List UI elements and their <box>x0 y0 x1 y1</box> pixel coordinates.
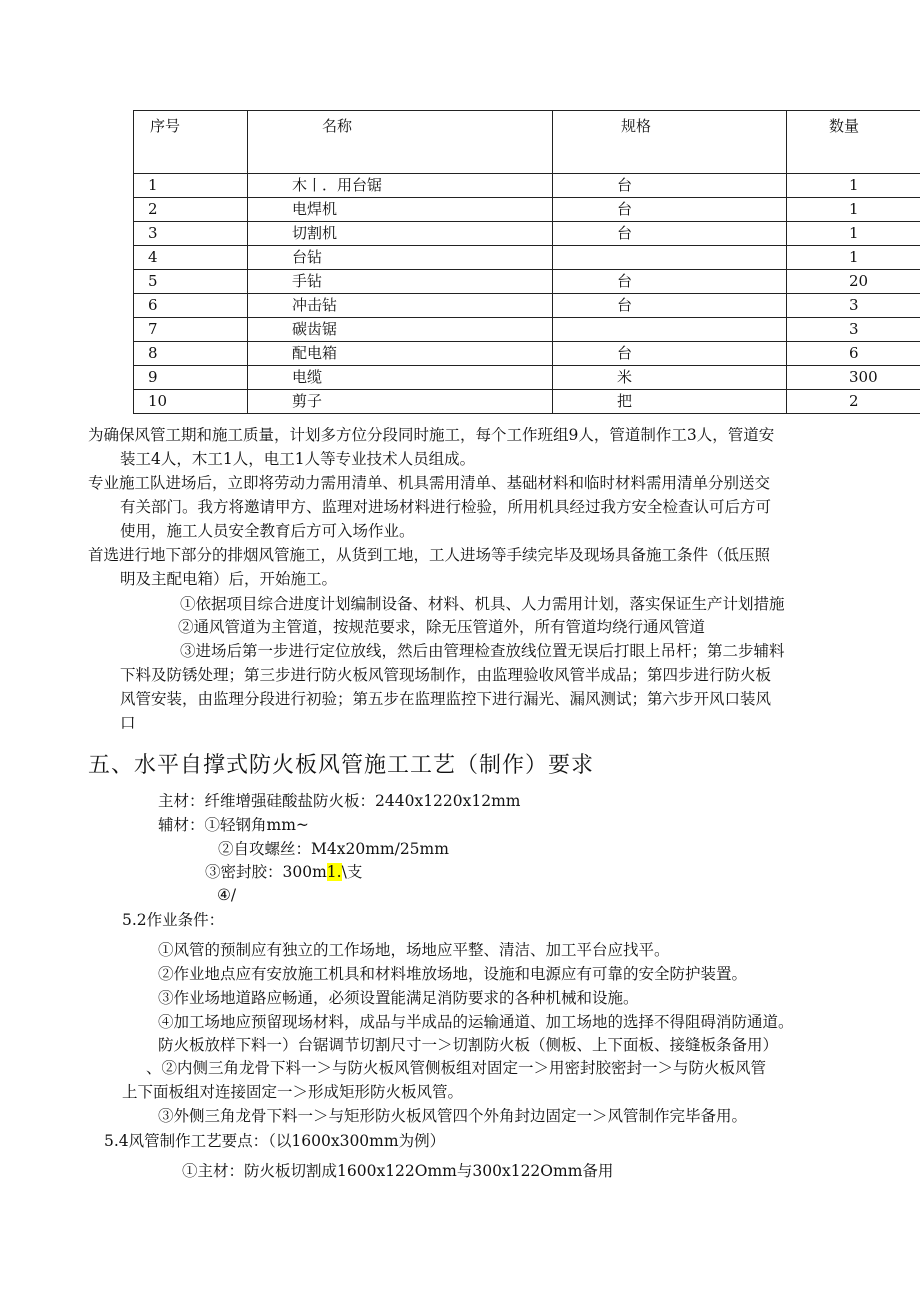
paragraph-line: 专业施工队进场后，立即将劳动力需用清单、机具需用清单、基础材料和临时材料需用清单分别送交 <box>88 474 771 492</box>
table-row <box>134 294 920 318</box>
cell-spec: 台 <box>553 174 787 198</box>
cell-index: 10 <box>134 390 248 414</box>
aux-material-2: ②自攻螺丝：M4x20mm/25mm <box>218 840 449 858</box>
table-row <box>134 174 920 198</box>
table-row <box>134 342 920 366</box>
cell-spec: 米 <box>553 366 787 390</box>
table-row <box>134 270 920 294</box>
paragraph-line: 有关部门。我方将邀请甲方、监理对进场材料进行检验，所用机具经过我方安全检查认可后方可 <box>120 498 772 516</box>
process-line: ③外侧三角龙骨下料一＞与矩形防火板风管四个外角封边固定一＞风管制作完毕备用。 <box>158 1107 748 1125</box>
cell-spec: 台 <box>553 270 787 294</box>
cell-name: 台钻 <box>248 246 553 270</box>
paragraph-line: 明及主配电箱）后，开始施工。 <box>120 570 338 588</box>
cell-spec <box>553 246 787 270</box>
cell-index: 1 <box>134 174 248 198</box>
table-row <box>134 366 920 390</box>
cell-spec: 台 <box>553 342 787 366</box>
list-item-continuation: 下料及防锈处理；第三步进行防火板风管现场制作，由监理验收风管半成品；第四步进行防火板 <box>120 666 772 684</box>
process-line: 防火板放样下料一）台锯调节切割尺寸一＞切割防火板（侧板、上下面板、接缝板条备用） <box>158 1036 779 1054</box>
list-item: ④加工场地应预留现场材料，成品与半成品的运输通道、加工场地的选择不得阻碍消防通道。 <box>158 1013 794 1031</box>
cell-quantity: 300 <box>787 366 920 390</box>
list-item: ③进场后第一步进行定位放线，然后由管理检查放线位置无误后打眼上吊杆；第二步辅料 <box>180 642 785 660</box>
cell-spec <box>553 318 787 342</box>
list-item: ①依据项目综合进度计划编制设备、材料、机具、人力需用计划，落实保证生产计划措施 <box>180 595 785 613</box>
cell-index: 4 <box>134 246 248 270</box>
aux-material-4: ④/ <box>217 886 237 904</box>
cell-spec: 台 <box>553 198 787 222</box>
cell-name: 冲击钻 <box>248 294 553 318</box>
cell-quantity: 3 <box>787 294 920 318</box>
paragraph-line: 为确保风管工期和施工质量，计划多方位分段同时施工，每个工作班组9人，管道制作工3人，管道安 <box>88 426 775 444</box>
cell-index: 5 <box>134 270 248 294</box>
cell-spec: 台 <box>553 294 787 318</box>
aux-material-3-suffix: \支 <box>341 863 363 881</box>
table-row <box>134 198 920 222</box>
cell-index: 8 <box>134 342 248 366</box>
process-line: 、②内侧三角龙骨下料一＞与防火板风管侧板组对固定一＞用密封胶密封一＞与防火板风管 <box>146 1059 767 1077</box>
equipment-table <box>133 110 920 414</box>
main-material: 主材：纤维增强硅酸盐防火板：2440x1220x12mm <box>158 792 521 810</box>
cell-name: 配电箱 <box>248 342 553 366</box>
cell-quantity: 20 <box>787 270 920 294</box>
process-line: 上下面板组对连接固定一＞形成矩形防火板风管。 <box>122 1083 464 1101</box>
list-item-continuation: 口 <box>120 714 136 732</box>
subsection-title: 5.2作业条件： <box>122 911 225 929</box>
list-item: ①风管的预制应有独立的工作场地，场地应平整、清洁、加工平台应找平。 <box>158 941 670 959</box>
list-item: ③作业场地道路应畅通，必须设置能满足消防要求的各种机械和设施。 <box>158 989 639 1007</box>
cell-quantity: 2 <box>787 390 920 414</box>
header-spec: 规格 <box>553 111 787 174</box>
cell-quantity: 1 <box>787 174 920 198</box>
cell-name: 电焊机 <box>248 198 553 222</box>
cell-name: 碳齿锯 <box>248 318 553 342</box>
table-row <box>134 246 920 270</box>
aux-material-1: 辅材：①轻钢角mm~ <box>158 816 309 834</box>
aux-material-3 <box>205 861 362 883</box>
paragraph-line: 装工4人，木工1人，电工1人等专业技术人员组成。 <box>120 450 476 468</box>
list-item: ②通风管道为主管道，按规范要求，除无压管道外，所有管道均绕行通风管道 <box>178 618 706 636</box>
paragraph-line: 使用，施工人员安全教育后方可入场作业。 <box>120 522 415 540</box>
cell-index: 7 <box>134 318 248 342</box>
cell-index: 2 <box>134 198 248 222</box>
aux-material-3-text: ③密封胶：300m <box>205 863 327 881</box>
header-quantity: 数量 <box>787 111 920 174</box>
cell-name: 剪子 <box>248 390 553 414</box>
cell-spec: 把 <box>553 390 787 414</box>
header-index: 序号 <box>134 111 248 174</box>
cell-spec: 台 <box>553 222 787 246</box>
cell-index: 3 <box>134 222 248 246</box>
table-header-row <box>134 111 920 174</box>
list-item-continuation: 风管安装，由监理分段进行初验；第五步在监理监控下进行漏光、漏风测试；第六步开风口装风 <box>120 690 772 708</box>
cell-quantity: 6 <box>787 342 920 366</box>
table-row <box>134 222 920 246</box>
highlighted-text: 1. <box>326 863 342 881</box>
cell-quantity: 1 <box>787 246 920 270</box>
section-heading: 五、水平自撑式防火板风管施工工艺（制作）要求 <box>88 753 595 778</box>
header-name: 名称 <box>248 111 553 174</box>
cell-name: 木丨．用台锯 <box>248 174 553 198</box>
cell-quantity: 1 <box>787 222 920 246</box>
cell-quantity: 1 <box>787 198 920 222</box>
list-item: ②作业地点应有安放施工机具和材料堆放场地，设施和电源应有可靠的安全防护装置。 <box>158 965 748 983</box>
list-item: ①主材：防火板切割成1600x122Omm与300x122Omm备用 <box>182 1162 614 1180</box>
table-row <box>134 390 920 414</box>
cell-name: 手钻 <box>248 270 553 294</box>
cell-index: 9 <box>134 366 248 390</box>
cell-name: 切割机 <box>248 222 553 246</box>
cell-index: 6 <box>134 294 248 318</box>
cell-quantity: 3 <box>787 318 920 342</box>
subsection-title: 5.4风管制作工艺要点：（以1600x300mm为例） <box>104 1132 446 1150</box>
table-row <box>134 318 920 342</box>
paragraph-line: 首选进行地下部分的排烟风管施工，从货到工地，工人进场等手续完毕及现场具备施工条件（低压照 <box>88 546 771 564</box>
cell-name: 电缆 <box>248 366 553 390</box>
